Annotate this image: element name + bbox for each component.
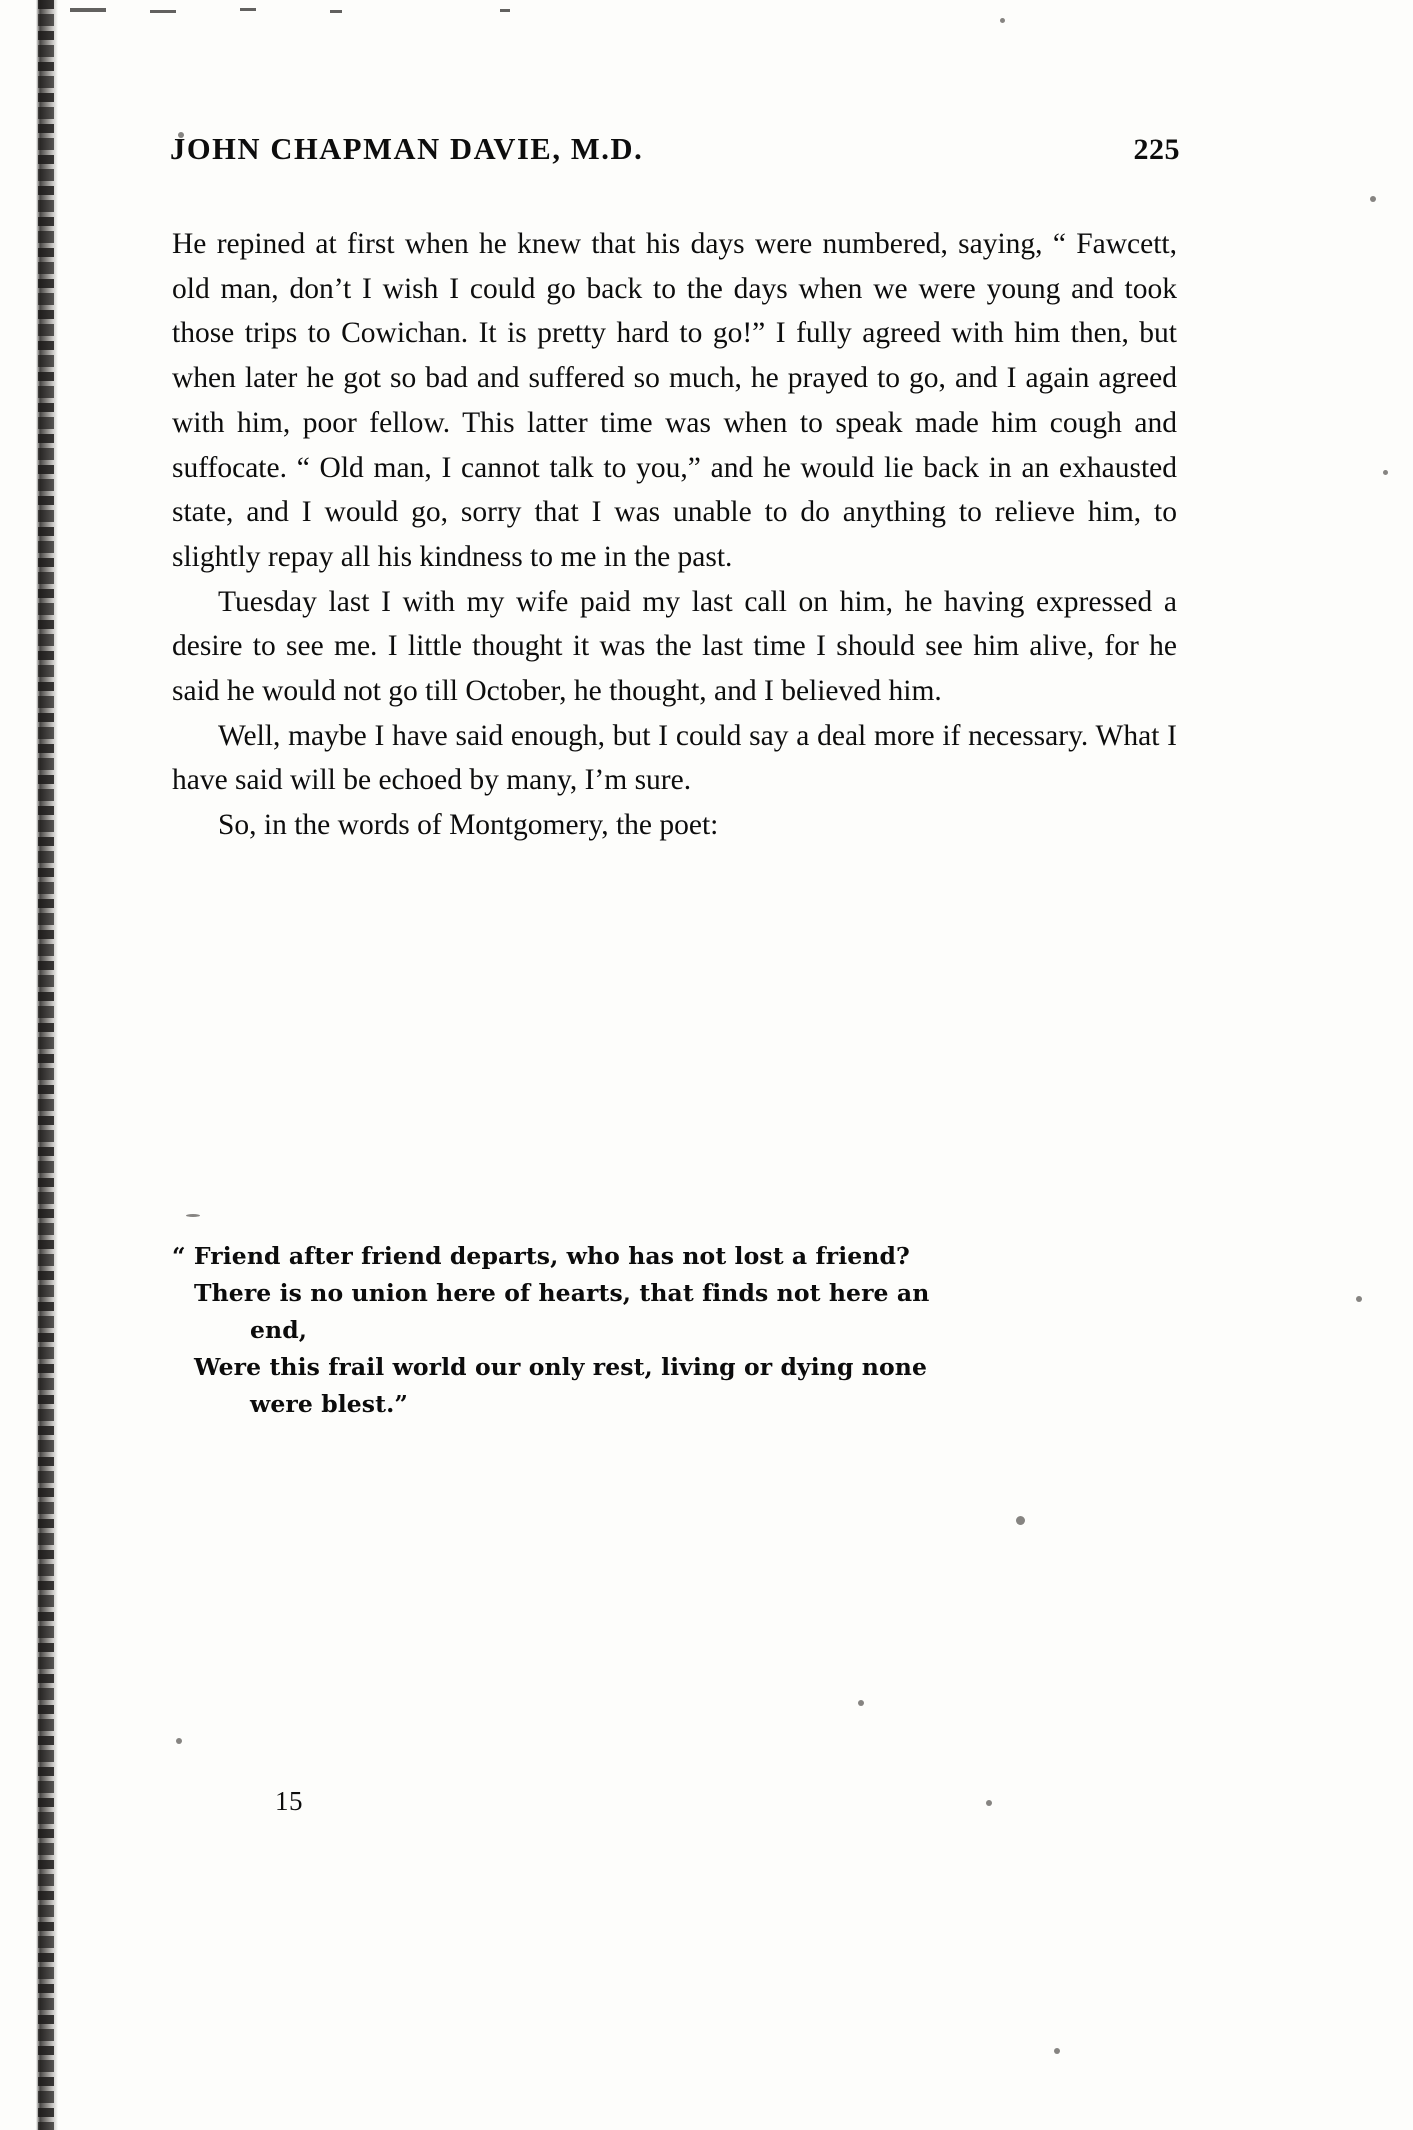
poem-line: end,	[250, 1316, 308, 1344]
scan-artifact	[70, 8, 106, 12]
scan-artifact	[986, 1800, 992, 1806]
scan-artifact	[1370, 196, 1376, 202]
paragraph: So, in the words of Montgomery, the poet:	[218, 809, 719, 842]
scan-artifact	[240, 8, 256, 11]
poem-line: were blest.”	[250, 1390, 408, 1418]
scan-artifact	[1054, 2048, 1060, 2054]
page-number: 225	[1133, 133, 1180, 166]
scan-artifact	[1356, 1296, 1362, 1302]
paragraph: Well, maybe I have said enough, but I could say a deal more if necessary. What I have said will be echoed by many, I’m sure.	[172, 719, 1177, 797]
poem-line: “ Friend after friend departs, who has not lost a friend?	[172, 1242, 910, 1270]
scan-artifact	[176, 1738, 182, 1744]
running-title: JOHN CHAPMAN DAVIE, M.D.	[170, 132, 644, 166]
signature-mark: 15	[275, 1786, 303, 1816]
page-header	[170, 132, 1180, 167]
scan-artifact	[1000, 18, 1005, 23]
scan-artifact	[1383, 470, 1388, 475]
body-text	[172, 222, 1177, 848]
poem-line: Were this frail world our only rest, living or dying none	[194, 1353, 928, 1381]
paragraph: Tuesday last I with my wife paid my last call on him, he having expressed a desire to see me. I little thought it was the last time I should see him alive, for he said he would not go till October, he thought, and I believed him.	[172, 585, 1177, 708]
scan-artifact	[186, 1214, 200, 1217]
scan-artifact	[150, 10, 176, 13]
scan-artifact	[1016, 1516, 1025, 1525]
scan-artifact	[330, 10, 342, 13]
scan-artifact	[858, 1700, 864, 1706]
scan-artifact	[500, 9, 510, 12]
paragraph: He repined at first when he knew that his days were numbered, saying, “ Fawcett, old man, don’t I wish I could go back to the days when we were young and took those trips to Cowichan. It is pretty hard to go!” I fully agreed with him then, but when later he got so bad and suffered so much, he prayed to go, and I again agreed with him, poor fellow. This latter time was when to speak made him cough and suffocate. “ Old man, I cannot talk to you,” and he would lie back in an exhausted state, and I would go, sorry that I was unable to do anything to relieve him, to slightly repay all his kindness to me in the past.	[172, 228, 1177, 573]
page-binding-speckle	[38, 0, 54, 2130]
poem-quotation	[172, 1238, 1182, 1423]
poem-line: There is no union here of hearts, that finds not here an	[194, 1279, 930, 1307]
